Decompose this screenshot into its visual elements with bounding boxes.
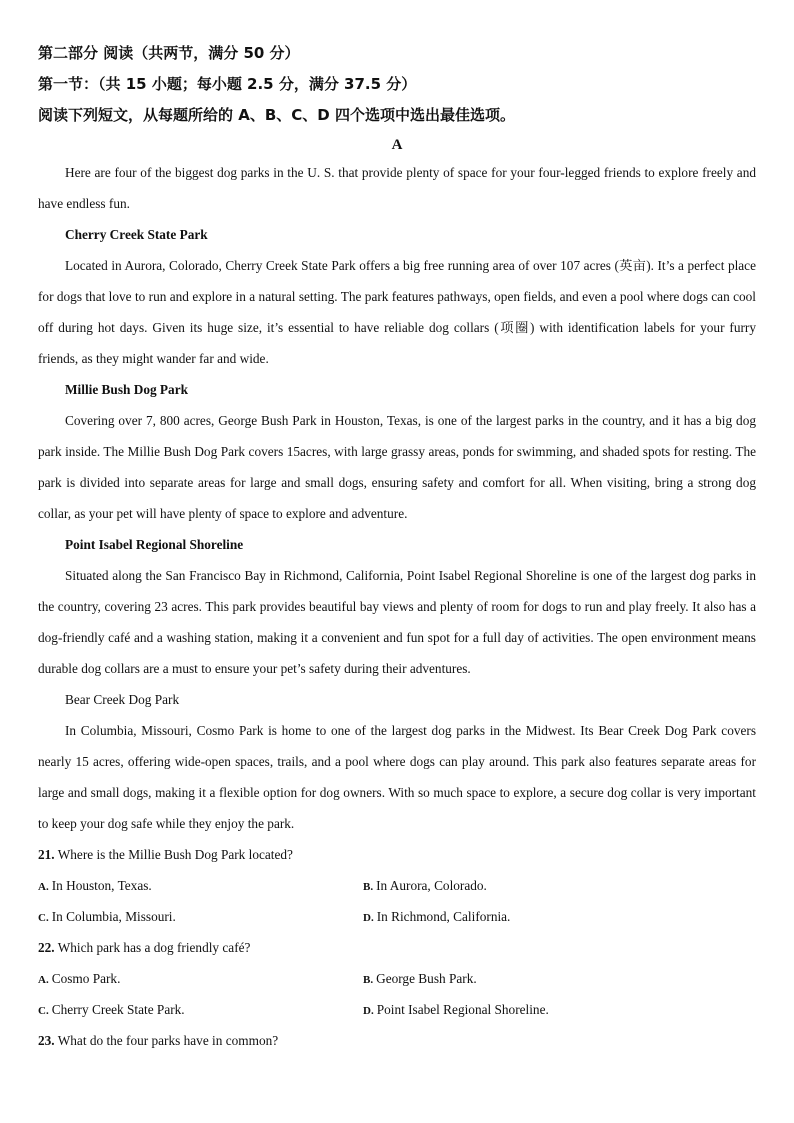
park-title-cherry-creek: Cherry Creek State Park: [65, 227, 208, 242]
park-body-bear-creek: In Columbia, Missouri, Cosmo Park is home to one of the largest dog parks in the Midwest. Its Bear Creek Dog Park covers nearly 15 acres, offering wide-open spaces, trails, and a pool where dogs can play around. This park also features separate areas for large and small dogs, making it a flexible option for dog owners. With so much space to explore, a secure dog collar is very important to keep your dog safe while they enjoy the park.: [38, 723, 756, 831]
park-title-bear-creek: Bear Creek Dog Park: [65, 692, 180, 707]
options-row: [38, 963, 756, 994]
instructions: 阅读下列短文，从每题所给的 A、B、C、D 四个选项中选出最佳选项。: [38, 106, 515, 124]
option-b[interactable]: [363, 870, 688, 901]
option-d[interactable]: [363, 994, 688, 1025]
option-letter: A.: [38, 881, 49, 893]
option-text: Cherry Creek State Park.: [51, 1002, 185, 1017]
options-row: [38, 870, 756, 901]
question-number: 23.: [38, 1033, 55, 1048]
options-row: [38, 994, 756, 1025]
option-letter: D.: [363, 1005, 374, 1017]
options-row: [38, 901, 756, 932]
option-letter: C.: [38, 1005, 49, 1017]
question-23: [38, 1025, 756, 1056]
subsection-heading: 第一节：（共 15 小题；每小题 2.5 分，满分 37.5 分）: [38, 75, 417, 93]
park-body-cherry-creek: Located in Aurora, Colorado, Cherry Creek State Park offers a big free running area of over 107 acres (英亩). It’s a perfect place for dogs that love to run and explore in a natural setting. The park features pathways, open fields, and even a pool where dogs can cool off during hot days. Given its huge size, it’s essential to have reliable dog collars (项圈) with identification labels for your furry friends, as they might wander far and wide.: [38, 258, 756, 366]
option-letter: C.: [38, 912, 49, 924]
option-text: In Aurora, Colorado.: [376, 878, 487, 893]
option-text: George Bush Park.: [376, 971, 477, 986]
question-text: Which park has a dog friendly café?: [57, 940, 251, 955]
option-b[interactable]: [363, 963, 688, 994]
option-a[interactable]: [38, 870, 363, 901]
park-body-point-isabel: Situated along the San Francisco Bay in Richmond, California, Point Isabel Regional Shoreline is one of the largest dog parks in the country, covering 23 acres. This park provides beautiful bay views and plenty of room for dogs to run and play freely. It also has a dog-friendly café and a washing station, making it a convenient and fun spot for a full day of activities. The open environment means durable dog collars are a must to ensure your pet’s safety during their adventures.: [38, 568, 756, 676]
option-letter: B.: [363, 881, 374, 893]
park-title-millie-bush: Millie Bush Dog Park: [65, 382, 189, 397]
option-text: Cosmo Park.: [51, 971, 121, 986]
option-a[interactable]: [38, 963, 363, 994]
question-text: Where is the Millie Bush Dog Park located?: [57, 847, 293, 862]
exam-page: [38, 38, 756, 1056]
park-title-point-isabel: Point Isabel Regional Shoreline: [65, 537, 244, 552]
option-c[interactable]: [38, 994, 363, 1025]
passage-label: A: [391, 137, 403, 153]
question-text: What do the four parks have in common?: [57, 1033, 279, 1048]
option-letter: D.: [363, 912, 374, 924]
question-number: 22.: [38, 940, 55, 955]
option-letter: A.: [38, 974, 49, 986]
option-d[interactable]: [363, 901, 688, 932]
option-letter: B.: [363, 974, 374, 986]
park-body-millie-bush: Covering over 7, 800 acres, George Bush Park in Houston, Texas, is one of the largest parks in the country, and it has a big dog park inside. The Millie Bush Dog Park covers 15acres, with large grassy areas, ponds for swimming, and shaded spots for resting. The park is divided into separate areas for large and small dogs, ensuring safety and comfort for all. When visiting, bring a strong dog collar, as your pet will have plenty of space to explore and adventure.: [38, 413, 756, 521]
option-text: In Houston, Texas.: [51, 878, 152, 893]
question-22: [38, 932, 756, 963]
question-number: 21.: [38, 847, 55, 862]
question-21: [38, 839, 756, 870]
option-text: In Columbia, Missouri.: [51, 909, 176, 924]
option-text: In Richmond, California.: [376, 909, 511, 924]
option-text: Point Isabel Regional Shoreline.: [376, 1002, 549, 1017]
section-heading: 第二部分 阅读（共两节，满分 50 分）: [38, 44, 300, 62]
option-c[interactable]: [38, 901, 363, 932]
passage-intro: Here are four of the biggest dog parks in the U. S. that provide plenty of space for your four-legged friends to explore freely and have endless fun.: [38, 165, 756, 211]
